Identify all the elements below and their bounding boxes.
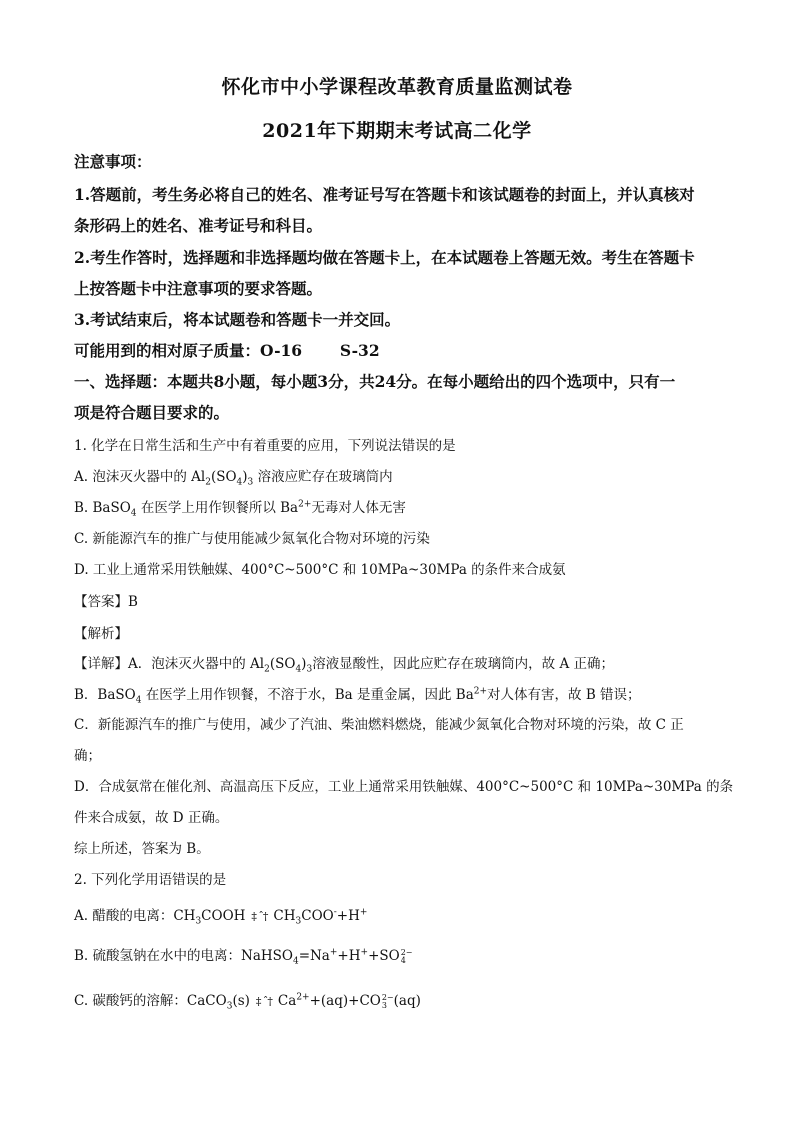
q1-answer: 【答案】B xyxy=(74,594,138,610)
q1-explain-a: 【详解】A．泡沫灭火器中的 $Al_2(SO_4)_3$溶液显酸性，因此应贮存在玻璃筒内，故 A 正确； xyxy=(74,656,615,675)
notes-line-3: 2.考生作答时，选择题和非选择题均做在答题卡上，在本试题卷上答题无效。考生在答题卡 xyxy=(74,248,695,267)
equilibrium-arrow-icon: ‡ ˆ† xyxy=(255,995,272,1008)
atomic-mass-line: 可能用到的相对原子质量：O-16 S-32 xyxy=(74,341,380,360)
q1-option-a: A. 泡沫灭火器中的 $Al_2(SO_4)_3$ 溶液应贮存在玻璃筒内 xyxy=(74,469,393,488)
notes-line-1: 1.答题前，考生务必将自己的姓名、准考证号写在答题卡和该试题卷的封面上，并认真核对 xyxy=(74,185,695,204)
sulfate-charge: 2− 4 xyxy=(400,947,413,965)
carbonate-charge: 2− 3 xyxy=(381,992,394,1010)
q1-explain-d-cont: 件来合成氨，故 D 正确。 xyxy=(74,810,229,826)
section-heading-2: 项是符合题目要求的。 xyxy=(74,403,230,422)
q2-option-c: C. 碳酸钙的溶解：CaCO$_3$(s) ‡ ˆ† $Ca^{2+}+(aq)+CO$ 2− 3 (aq) xyxy=(74,992,421,1012)
notes-line-5: 3.考试结束后，将本试题卷和答题卡一并交回。 xyxy=(74,310,401,329)
q2-stem: 2. 下列化学用语错误的是 xyxy=(74,872,227,888)
q1-option-b: B. BaSO$_4$ 在医学上用作钡餐所以 $Ba^{2+}$无毒对人体无害 xyxy=(74,499,406,519)
q1-stem: 1. 化学在日常生活和生产中有着重要的应用，下列说法错误的是 xyxy=(74,438,456,454)
exam-subtitle: 2021年下期期末考试高二化学 xyxy=(262,120,532,142)
section-heading-1: 一、选择题：本题共8小题，每小题3分，共24分。在每小题给出的四个选项中，只有一 xyxy=(74,372,676,391)
q1-option-d: D. 工业上通常采用铁触媒、400°C~500°C 和 10MPa~30MPa 的条件来合成氨 xyxy=(74,562,566,578)
notes-line-2: 条形码上的姓名、准考证号和科目。 xyxy=(74,216,323,235)
q1-analysis-heading: 【解析】 xyxy=(74,626,128,642)
q1-explain-d: D．合成氨常在催化剂、高温高压下反应，工业上通常采用铁触媒、400°C~500°C 和 10MPa~30MPa 的条 xyxy=(74,779,734,795)
q2-option-b: B. 硫酸氢钠在水中的电离：NaHSO$_4$=Na++H++SO 2− 4 xyxy=(74,947,413,967)
exam-title: 怀化市中小学课程改革教育质量监测试卷 xyxy=(221,76,573,98)
q1-explain-c: C．新能源汽车的推广与使用，减少了汽油、柴油燃料燃烧，能减少氮氧化合物对环境的污染，故 C 正 xyxy=(74,717,684,733)
q2-option-a: A. 醋酸的电离：$CH_3COOH$ ‡ ˆ† $CH_3COO^-+H^+$ xyxy=(74,907,368,927)
equilibrium-arrow-icon: ‡ ˆ† xyxy=(251,910,268,923)
notes-heading: 注意事项： xyxy=(74,152,152,171)
q1-explain-c-cont: 确； xyxy=(74,748,101,764)
q1-explain-b: B．BaSO$_4$ 在医学上用作钡餐，不溶于水，Ba 是重金属，因此 $Ba^{2+}$对人体有害，故 B 错误； xyxy=(74,686,641,706)
q1-option-c: C. 新能源汽车的推广与使用能减少氮氧化合物对环境的污染 xyxy=(74,531,430,547)
notes-line-4: 上按答题卡中注意事项的要求答题。 xyxy=(74,279,323,298)
q1-summary: 综上所述，答案为 B。 xyxy=(74,841,210,857)
